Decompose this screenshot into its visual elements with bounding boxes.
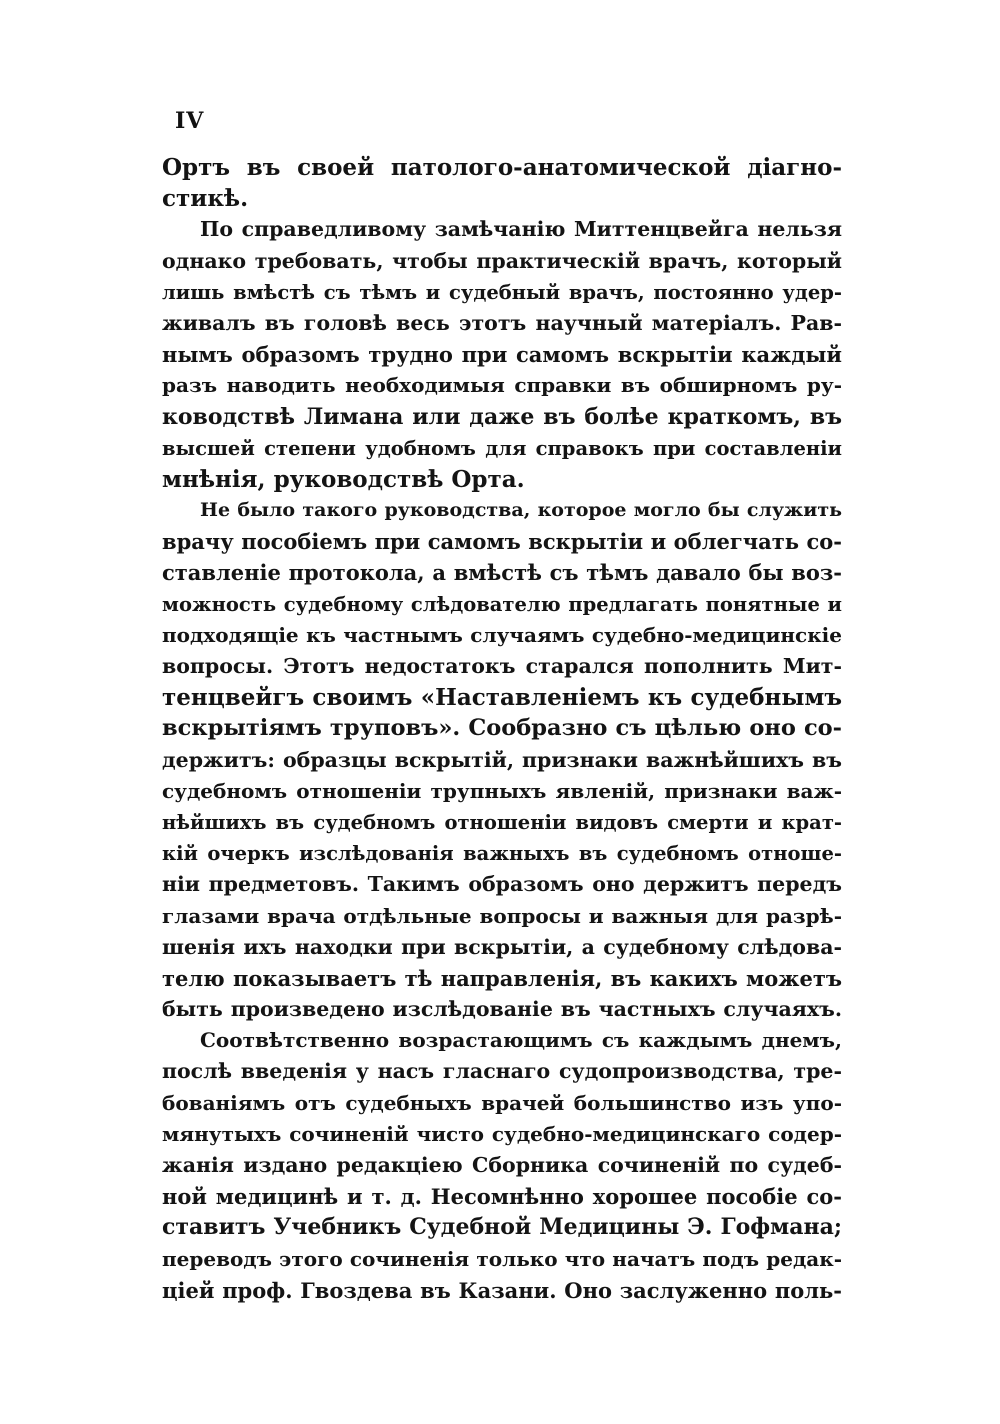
text-line: кій очеркъ изслѣдованія важныхъ въ судебномъ отноше- <box>162 842 842 866</box>
page-number: IV <box>175 108 205 134</box>
text-line: держитъ: образцы вскрытій, признаки важнѣйшихъ въ <box>162 747 842 772</box>
text-line: послѣ введенія у насъ гласнаго судопроизводства, тре- <box>162 1059 842 1084</box>
text-line: мянутыхъ сочиненій чисто судебно-медицинскаго содер- <box>162 1121 842 1146</box>
text-line: По справедливому замѣчанію Миттенцвейга нельзя <box>200 217 842 242</box>
text-line: Ортъ въ своей патолого-анатомической діагно- <box>162 154 842 181</box>
text-line: врачу пособіемъ при самомъ вскрытіи и облегчать со- <box>162 529 842 555</box>
text-line: быть произведено изслѣдованіе въ частныхъ случаяхъ. <box>162 997 842 1022</box>
text-line: вскрытіямъ труповъ». Сообразно съ цѣлью оно со- <box>162 715 842 742</box>
text-line: подходящіе къ частнымъ случаямъ судебно-медицинскіе <box>162 622 842 647</box>
text-line: высшей степени удобномъ для справокъ при составленіи <box>162 436 842 460</box>
text-line: нѣйшихъ въ судебномъ отношеніи видовъ смерти и крат- <box>162 810 842 834</box>
text-line: Соотвѣтственно возрастающимъ съ каждымъ днемъ, <box>200 1028 842 1053</box>
body-text <box>162 152 842 1306</box>
text-line: жанія издано редакціею Сборника сочиненій по судеб- <box>162 1153 842 1177</box>
text-line: мнѣнія, руководствѣ Орта. <box>162 465 525 493</box>
text-line: ставитъ Учебникъ Судебной Медицины Э. Гофмана; <box>162 1214 842 1241</box>
text-line: живалъ въ головѣ весь этотъ научный матеріалъ. Рав- <box>162 310 842 335</box>
text-line: глазами врача отдѣльные вопросы и важныя для разрѣ- <box>162 903 842 928</box>
text-line: стикѣ. <box>162 185 249 213</box>
text-line: ной медицинѣ и т. д. Несомнѣнно хорошее пособіе со- <box>162 1184 842 1210</box>
text-line: можность судебному слѣдователю предлагать понятные и <box>162 592 842 616</box>
text-line: нымъ образомъ трудно при самомъ вскрытіи каждый <box>162 342 842 368</box>
text-line: шенія ихъ находки при вскрытіи, а судебному слѣдова- <box>162 934 842 959</box>
text-line: тенцвейгъ своимъ «Наставленіемъ къ судебнымъ <box>162 684 842 712</box>
text-line: судебномъ отношеніи трупныхъ явленій, признаки важ- <box>162 778 842 803</box>
text-line: лишь вмѣстѣ съ тѣмъ и судебный врачъ, постоянно удер- <box>162 280 842 304</box>
text-line: телю показываетъ тѣ направленія, въ какихъ можетъ <box>162 965 842 991</box>
text-line: ціей проф. Гвоздева въ Казани. Оно заслуженно поль- <box>162 1277 842 1303</box>
text-line: бованіямъ отъ судебныхъ врачей большинство изъ упо- <box>162 1090 842 1115</box>
text-line: разъ наводить необходимыя справки въ обширномъ ру- <box>162 373 842 398</box>
text-line: ководствѣ Лимана или даже въ болѣе краткомъ, въ <box>162 403 842 430</box>
text-line: переводъ этого сочиненія только что начатъ подъ редак- <box>162 1246 842 1271</box>
text-line: ставленіе протокола, а вмѣстѣ съ тѣмъ давало бы воз- <box>162 560 842 586</box>
text-line: ніи предметовъ. Такимъ образомъ оно держитъ передъ <box>162 872 842 897</box>
text-line: Не было такого руководства, которое могло бы служить <box>200 499 842 522</box>
text-line: однако требовать, чтобы практическій врачъ, который <box>162 248 842 273</box>
text-line: вопросы. Этотъ недостатокъ старался пополнить Мит- <box>162 654 842 678</box>
